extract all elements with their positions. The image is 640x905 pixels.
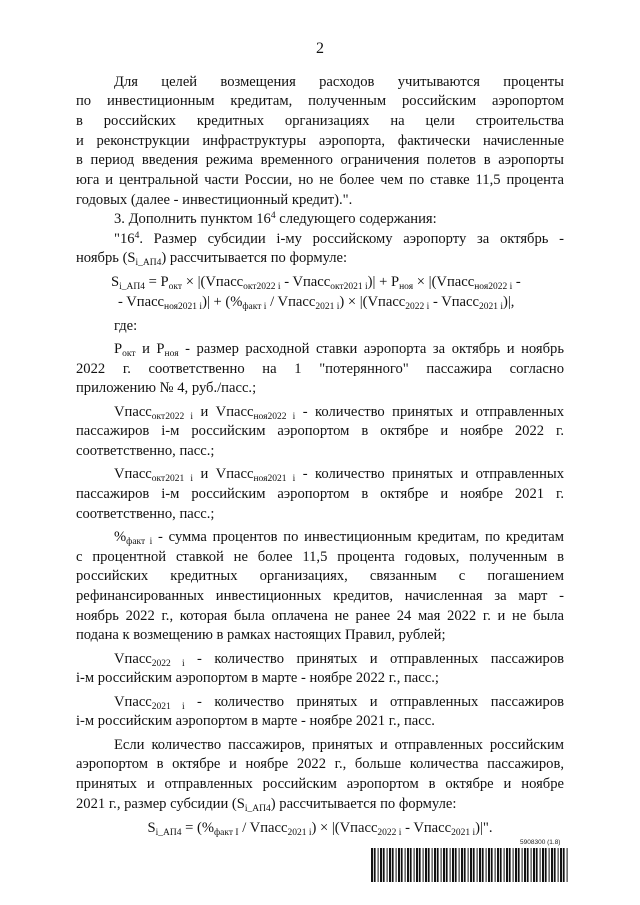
- barcode-bar: [389, 848, 391, 882]
- barcode-bar: [455, 848, 457, 882]
- barcode-bar: [407, 848, 409, 882]
- text-line: годовых (далее - инвестиционный кредит).".: [76, 192, 353, 208]
- barcode-bar: [416, 848, 418, 882]
- text-line: i-м российским аэропортом в марте - ноябре 2022 г., пасс.;: [76, 670, 439, 686]
- barcode-bar: [479, 848, 481, 882]
- barcode: [371, 848, 569, 882]
- barcode-bar: [392, 848, 394, 882]
- barcode-bar: [434, 848, 436, 882]
- text-line: $\%_{факт i}$ - сумма процентов по инвестиционным кредитам, по кредитам: [114, 529, 564, 547]
- barcode-bar: [419, 848, 421, 882]
- barcode-bar: [410, 848, 412, 882]
- barcode-bar: [464, 848, 466, 882]
- barcode-bar: [495, 848, 496, 882]
- barcode-bar: [432, 848, 433, 882]
- barcode-bar: [423, 848, 424, 882]
- text-line: 2022 г. соответственно на 1 "потерянного" пассажира согласно: [76, 361, 564, 377]
- formula-line: $S_{i\_АП4} = (\%_{факт I}$ / Vпасс$_{2021 i}$) × |(Vпасс$_{2022 i}$ - Vпасс$_{2021 i}$)|".: [147, 820, 493, 838]
- text-line: ноябрь $(S_{i\_АП4})$ рассчитывается по формуле:: [76, 250, 348, 268]
- formula-line: $S_{i\_АП4} = P_{окт}$ × |(Vпасс$_{окт2022 i}$ - Vпасс$_{окт2021 i}$)| + $P_{ноя}$ × |(Vпасс$_{ноя2022 i}$ -: [111, 274, 521, 292]
- barcode-bar: [446, 848, 448, 882]
- barcode-bar: [560, 848, 562, 882]
- text-line: подана к возмещению в рамках настоящих Правил, рублей;: [76, 627, 446, 643]
- barcode-bar: [504, 848, 505, 882]
- text-line: Если количество пассажиров, принятых и отправленных российским: [114, 737, 564, 753]
- barcode-bar: [545, 848, 547, 882]
- barcode-bar: [533, 848, 535, 882]
- barcode-bar: [459, 848, 460, 882]
- barcode-bar: [551, 848, 553, 882]
- text-line: соответственно, пасс.;: [76, 443, 215, 459]
- barcode-bar: [506, 848, 508, 882]
- barcode-bar: [488, 848, 490, 882]
- barcode-bar: [563, 848, 565, 882]
- text-line: приложению № 4, руб./пасс.;: [76, 380, 257, 396]
- barcode-bar: [558, 848, 559, 882]
- barcode-bar: [387, 848, 388, 882]
- barcode-bar: [509, 848, 511, 882]
- barcode-bar: [542, 848, 544, 882]
- text-line: с процентной ставкой не более 11,5 процента годовых, полученным в: [76, 549, 564, 565]
- text-line: где:: [114, 318, 138, 334]
- text-line: ноябрь 2022 г., которая была оплачена не ранее 24 мая 2022 г. и не была: [76, 608, 564, 624]
- barcode-bar: [396, 848, 397, 882]
- barcode-bar: [452, 848, 454, 882]
- barcode-bar: [497, 848, 499, 882]
- barcode-bar: [554, 848, 556, 882]
- text-line: рефинансированных инвестиционных кредитов, начисленная за март -: [76, 588, 564, 604]
- barcode-bar: [540, 848, 541, 882]
- barcode-bar: [549, 848, 550, 882]
- formula-line: - Vпасс$_{ноя2021 i}$)| + ($\%_{факт i}$ / Vпасс$_{2021 i}$) × |(Vпасс$_{2022 i}$ - Vпасс$_{2021 i}$)|,: [118, 294, 515, 312]
- barcode-bar: [536, 848, 538, 882]
- barcode-bar: [531, 848, 532, 882]
- text-line: по инвестиционным кредитам, полученным российским аэропортом: [76, 93, 564, 109]
- barcode-bar: [518, 848, 520, 882]
- barcode-bar: [513, 848, 514, 882]
- barcode-bar: [450, 848, 451, 882]
- barcode-bar: [470, 848, 472, 882]
- text-line: российских кредитных организациях, связанным с погашением: [76, 568, 564, 584]
- barcode-bar: [500, 848, 502, 882]
- barcode-bar: [527, 848, 529, 882]
- barcode-bar: [468, 848, 469, 882]
- text-line: в российских кредитных организациях на цели строительства: [76, 113, 564, 129]
- text-line: 3. Дополнить пунктом $16^4$ следующего содержания:: [114, 211, 437, 227]
- page-number: 2: [316, 40, 324, 57]
- barcode-bar: [383, 848, 385, 882]
- text-line: Для целей возмещения расходов учитываются проценты: [114, 74, 564, 90]
- text-line: Vпасс$_{окт2021 i}$ и Vпасс$_{ноя2021 i}$ - количество принятых и отправленных: [114, 466, 564, 484]
- barcode-bar: [461, 848, 463, 882]
- barcode-bar: [428, 848, 430, 882]
- barcode-bar: [380, 848, 382, 882]
- barcode-bar: [567, 848, 568, 882]
- text-line: аэропортом в октябре и ноябре 2022 г., больше количества пассажиров,: [76, 756, 564, 772]
- barcode-bar: [522, 848, 523, 882]
- text-line: Vпасс$_{2021 i}$ - количество принятых и отправленных пассажиров: [114, 694, 565, 712]
- text-line: пассажиров i-м российским аэропортом в октябре и ноябре 2022 г.: [76, 423, 564, 439]
- barcode-bar: [491, 848, 493, 882]
- barcode-bar: [401, 848, 403, 882]
- text-line: i-м российским аэропортом в марте - ноябре 2021 г., пасс.: [76, 713, 435, 729]
- barcode-bar: [482, 848, 484, 882]
- barcode-bar: [443, 848, 445, 882]
- text-line: $P_{окт}$ и $P_{ноя}$ - размер расходной ставки аэропорта за октябрь и ноябрь: [114, 341, 564, 359]
- barcode-bar: [437, 848, 439, 882]
- barcode-bar: [414, 848, 415, 882]
- text-line: в период введения режима временного ограничения полетов в аэропорты: [76, 152, 564, 168]
- barcode-bar: [477, 848, 478, 882]
- barcode-bar: [441, 848, 442, 882]
- barcode-bar: [524, 848, 526, 882]
- barcode-bar: [405, 848, 406, 882]
- text-line: юга и центральной части России, но не более чем по ставке 11,5 процента: [76, 172, 564, 188]
- barcode-bar: [378, 848, 379, 882]
- text-line: "$16^4$. Размер субсидии i-му российскому аэропорту за октябрь -: [114, 231, 564, 247]
- text-line: Vпасс$_{окт2022 i}$ и Vпасс$_{ноя2022 i}$ - количество принятых и отправленных: [114, 404, 564, 422]
- barcode-bar: [374, 848, 376, 882]
- text-line: 2021 г., размер субсидии $(S_{i\_АП4})$ рассчитывается по формуле:: [76, 796, 457, 814]
- text-line: и реконструкции инфраструктуры аэропорта, фактически начисленные: [76, 133, 564, 149]
- text-line: соответственно, пасс.;: [76, 506, 215, 522]
- barcode-bar: [486, 848, 487, 882]
- text-line: пассажиров i-м российским аэропортом в октябре и ноябре 2021 г.: [76, 486, 564, 502]
- barcode-bar: [425, 848, 427, 882]
- barcode-bar: [473, 848, 475, 882]
- text-line: принятых и отправленных российским аэропортом в октябре и ноябре: [76, 776, 564, 792]
- barcode-bar: [371, 848, 373, 882]
- barcode-bar: [398, 848, 400, 882]
- text-line: Vпасс$_{2022 i}$ - количество принятых и отправленных пассажиров: [114, 651, 565, 669]
- barcode-number: 5908300 (1.8): [520, 839, 561, 846]
- barcode-bar: [515, 848, 517, 882]
